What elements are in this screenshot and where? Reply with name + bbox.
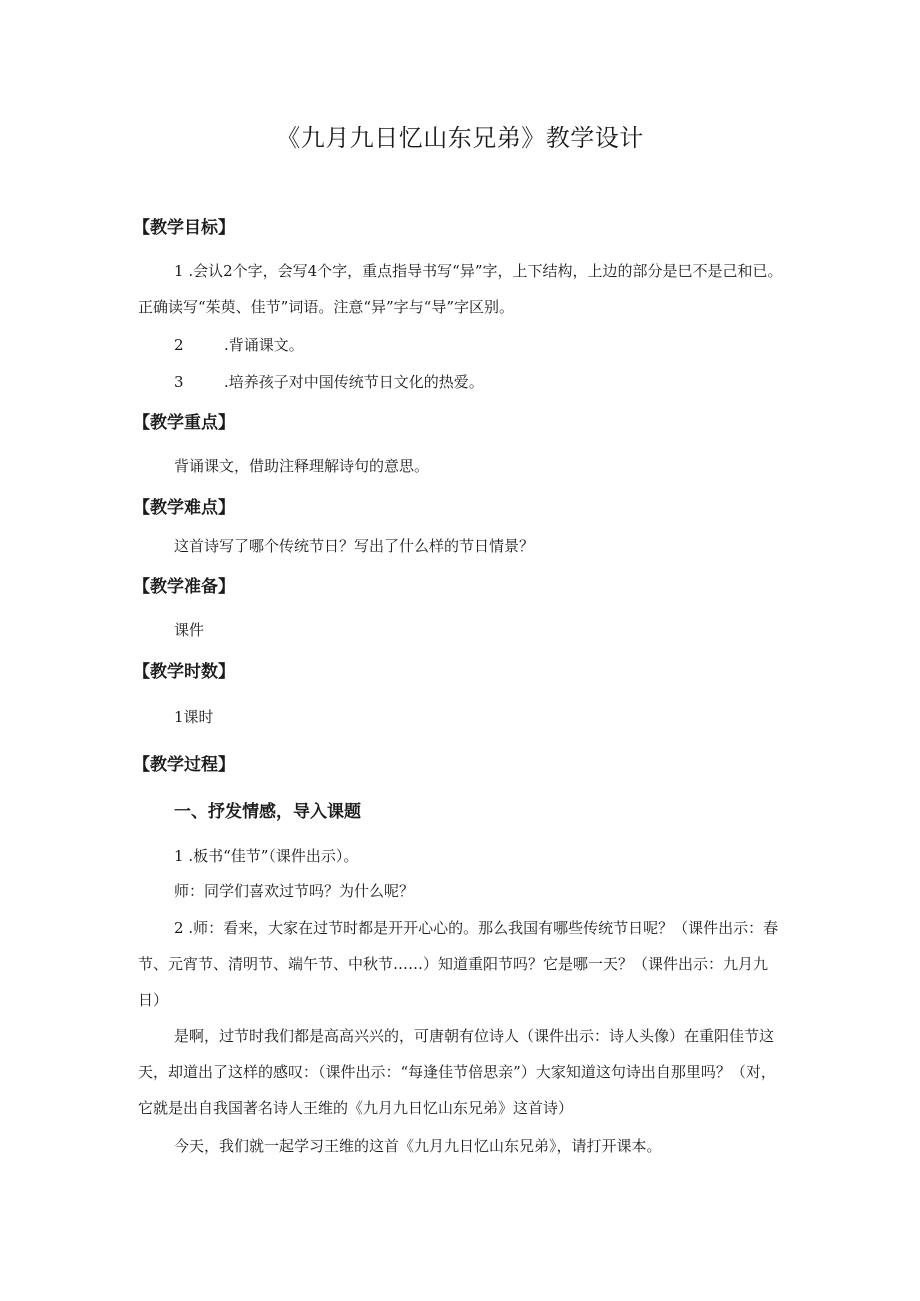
- focus-text: 背诵课文，借助注释理解诗句的意思。: [174, 457, 430, 475]
- prep-heading: 【教学准备】: [133, 577, 235, 597]
- process-heading: 【教学过程】: [133, 755, 235, 775]
- goals-item-2: [174, 332, 304, 358]
- process-step-2: [138, 910, 788, 1018]
- prep-text: 课件: [174, 621, 205, 639]
- document-title: 《九月九日忆山东兄弟》教学设计: [276, 124, 644, 152]
- hours-heading: 【教学时数】: [133, 662, 235, 682]
- process-step-1-text: .板书“佳节”（课件出示）。: [188, 847, 359, 865]
- process-teacher-question: 师：同学们喜欢过节吗？为什么呢？: [174, 882, 415, 900]
- goals-heading: 【教学目标】: [133, 218, 235, 238]
- process-step-2-text: .师：看来，大家在过节时都是开开心心的。那么我国有哪些传统节日呢？（课件出示：春节、元宵节、清明节、端午节、中秋节……）知道重阳节吗？它是哪一天？（课件出示：九月九日）: [138, 919, 779, 1009]
- process-paragraph-today: 今天，我们就一起学习王维的这首《九月九日忆山东兄弟》，请打开课本。: [174, 1137, 662, 1155]
- process-section-1-title: 一、抒发情感，导入课题: [174, 802, 361, 822]
- goals-item-1-number: 1: [174, 262, 184, 280]
- process-step-1-number: 1: [174, 847, 184, 865]
- process-step-1: [174, 843, 358, 869]
- goals-item-3-text: .培养孩子对中国传统节日文化的热爱。: [224, 373, 484, 391]
- goals-item-2-text: .背诵课文。: [224, 336, 304, 354]
- hours-text: 1课时: [174, 708, 214, 726]
- process-step-2-number: 2: [174, 919, 184, 937]
- goals-item-2-number: 2: [174, 336, 184, 354]
- goals-item-3: [174, 369, 484, 395]
- difficulty-text: 这首诗写了哪个传统节日？写出了什么样的节日情景？: [174, 537, 535, 555]
- goals-item-3-number: 3: [174, 373, 184, 391]
- difficulty-heading: 【教学难点】: [133, 498, 235, 518]
- process-paragraph-poet: 是啊，过节时我们都是高高兴兴的，可唐朝有位诗人（课件出示：诗人头像）在重阳佳节这天，却道出了这样的感叹：（课件出示：“每逢佳节倍思亲”）大家知道这句诗出自那里吗？（对，它就是出自我国著名诗人王维的《九月九日忆山东兄弟》这首诗）: [138, 1027, 776, 1117]
- focus-heading: 【教学重点】: [133, 413, 235, 433]
- goals-item-1: [138, 253, 788, 325]
- goals-item-1-text: .会认2个字，会写4个字，重点指导书写“异”字，上下结构，上边的部分是巳不是己和已。正确读写“茱萸、佳节”词语。注意“异”字与“导”字区别。: [138, 262, 783, 316]
